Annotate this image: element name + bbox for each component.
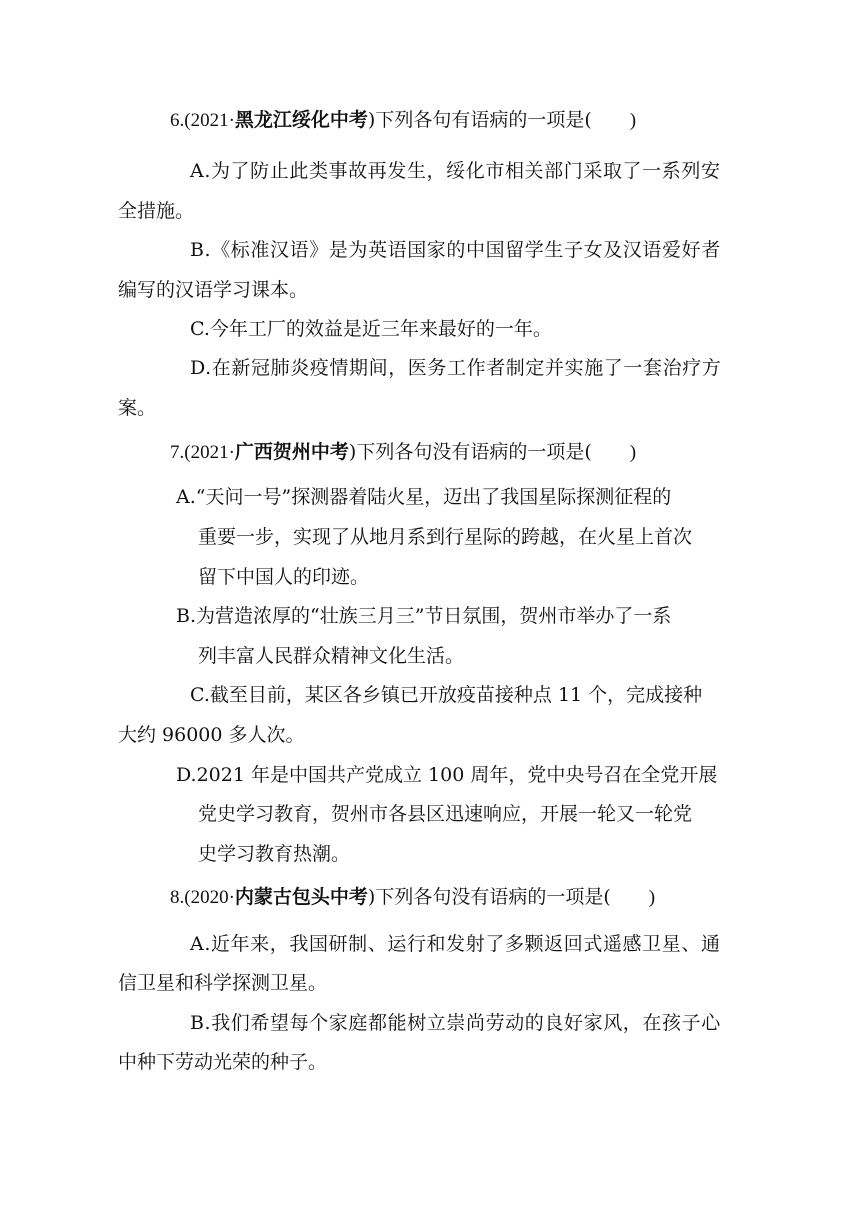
q8-option-b-line2: 中种下劳动光荣的种子。	[118, 1051, 328, 1073]
q6-option-c-line1: C.今年工厂的效益是近三年来最好的一年。	[190, 318, 552, 340]
q7-option-d-line1: D.2021 年是中国共产党成立 100 周年，党中央号召在全党开展	[176, 764, 718, 786]
answer-blank: )	[610, 887, 656, 908]
q7-option-c-line2: 大约 96000 多人次。	[118, 724, 305, 746]
q7-option-b-line1: B.为营造浓厚的“壮族三月三”节日氛围，贺州市举办了一系	[176, 605, 672, 627]
question-number: 7.(2021·	[170, 442, 235, 463]
q7-option-b-line2: 列丰富人民群众精神文化生活。	[198, 645, 465, 667]
q6-option-b-line2: 编写的汉语学习课本。	[118, 279, 309, 301]
q7-option-a-line1: A.“天问一号”探测器着陆火星，迈出了我国星际探测征程的	[176, 486, 672, 508]
question-source: 广西贺州中考	[234, 441, 349, 463]
question-prompt: )下列各句没有语病的一项是(	[348, 441, 592, 463]
q7-option-d-line3: 史学习教育热潮。	[198, 843, 351, 865]
q8-option-a-line1: A.近年来，我国研制、运行和发射了多颗返回式遥感卫星、通	[190, 933, 721, 955]
question-source: 内蒙古包头中考	[234, 886, 368, 908]
question-number: 8.(2020·	[170, 887, 235, 908]
question-8-stem	[170, 885, 655, 910]
q7-option-c-line1: C.截至目前，某区各乡镇已开放疫苗接种点 11 个，完成接种	[190, 684, 703, 706]
question-source: 黑龙江绥化中考	[234, 109, 368, 131]
question-7-stem	[170, 440, 636, 465]
question-6-stem	[170, 108, 636, 133]
answer-blank: )	[591, 442, 637, 463]
q6-option-d-line2: 案。	[118, 397, 157, 419]
question-prompt: )下列各句没有语病的一项是(	[367, 886, 611, 908]
q7-option-d-line2: 党史学习教育，贺州市各县区迅速响应，开展一轮又一轮党	[198, 803, 693, 825]
q7-option-a-line2: 重要一步，实现了从地月系到行星际的跨越，在火星上首次	[198, 526, 693, 548]
q8-option-a-line2: 信卫星和科学探测卫星。	[118, 972, 328, 994]
q6-option-a-line1: A.为了防止此类事故再发生，绥化市相关部门采取了一系列安	[190, 160, 721, 182]
q7-option-a-line3: 留下中国人的印迹。	[198, 566, 370, 588]
answer-blank: )	[591, 110, 637, 131]
q8-option-b-line1: B.我们希望每个家庭都能树立崇尚劳动的良好家风，在孩子心	[190, 1012, 721, 1034]
question-number: 6.(2021·	[170, 110, 235, 131]
q6-option-d-line1: D.在新冠肺炎疫情期间，医务工作者制定并实施了一套治疗方	[190, 357, 722, 379]
question-prompt: )下列各句有语病的一项是(	[367, 109, 592, 131]
q6-option-b-line1: B.《标准汉语》是为英语国家的中国留学生子女及汉语爱好者	[190, 239, 721, 261]
q6-option-a-line2: 全措施。	[118, 200, 195, 222]
